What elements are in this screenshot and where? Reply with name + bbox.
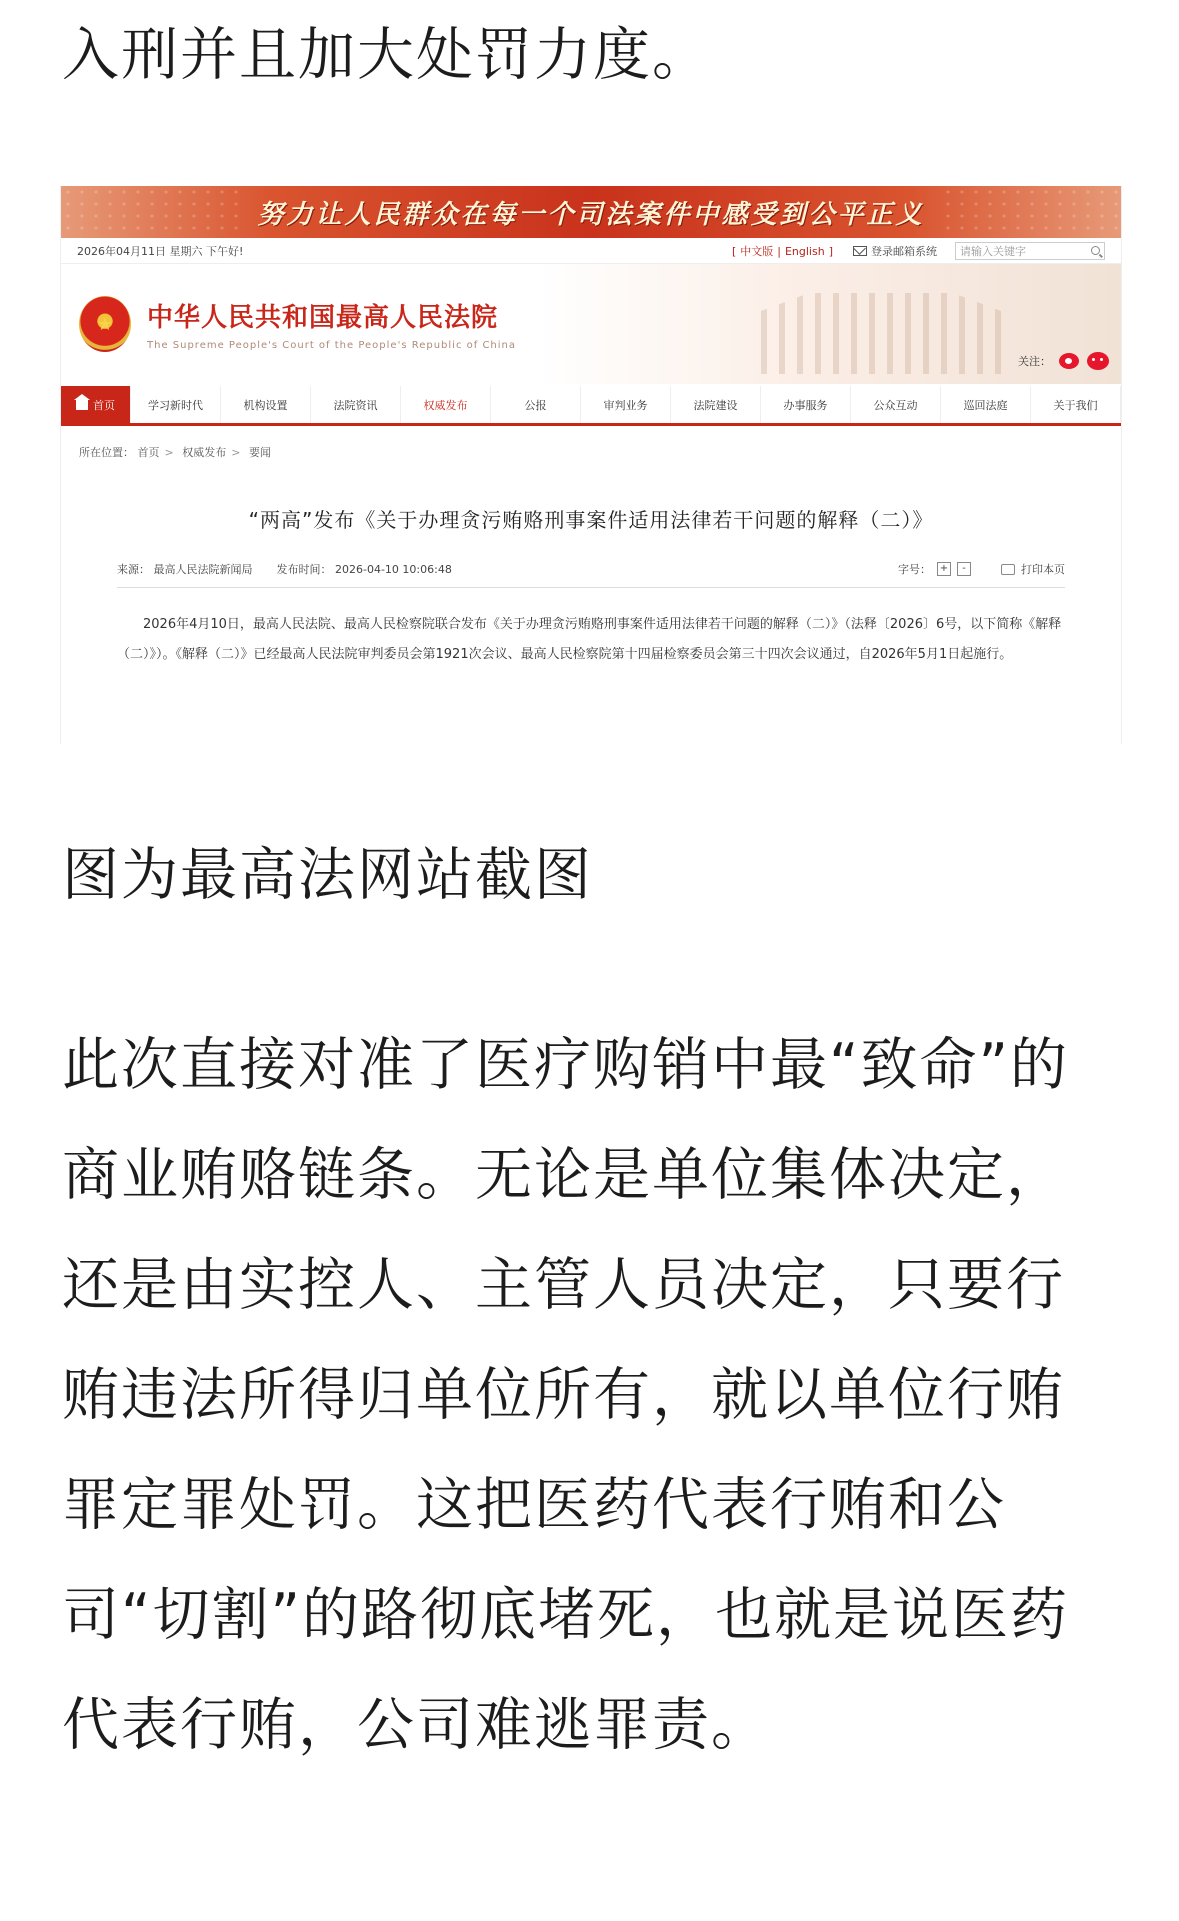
home-icon: [76, 400, 88, 410]
slogan-banner: [61, 186, 1121, 238]
nav-services[interactable]: 办事服务: [761, 386, 851, 423]
weibo-icon[interactable]: [1059, 353, 1079, 369]
nav-about[interactable]: 关于我们: [1031, 386, 1121, 423]
nav-circuit[interactable]: 巡回法庭: [941, 386, 1031, 423]
nav-gazette[interactable]: 公报: [491, 386, 581, 423]
font-size-label: 字号：: [898, 563, 931, 576]
article-source: 来源： 最高人民法院新闻局: [117, 563, 253, 576]
nav-releases[interactable]: 权威发布: [401, 386, 491, 423]
body-paragraph: 此次直接对准了医疗购销中最“致命”的商业贿赂链条。无论是单位集体决定，还是由实控人、主管人员决定，只要行贿违法所得归单位所有，就以单位行贿罪定罪处罚。这把医药代表行贿和公司“切割”的路彻底堵死，也就是说医药代表行贿，公司难逃罪责。: [62, 1032, 1070, 1758]
font-decrease-button[interactable]: -: [957, 562, 971, 576]
nav-home[interactable]: [61, 386, 131, 423]
mail-icon: [853, 246, 867, 256]
follow-label: 关注：: [1018, 355, 1051, 368]
lang-en-link[interactable]: English: [784, 244, 825, 258]
wechat-icon[interactable]: [1087, 352, 1109, 370]
site-title: [147, 297, 516, 351]
article-meta: [117, 561, 1065, 588]
print-icon: [1001, 564, 1015, 575]
current-date: 2026年04月11日 星期六 下午好!: [77, 244, 244, 258]
nav-study[interactable]: 学习新时代: [131, 386, 221, 423]
breadcrumb-home[interactable]: 首页: [137, 446, 160, 459]
mail-login-label: 登录邮箱系统: [871, 244, 937, 258]
search-icon[interactable]: [1091, 246, 1100, 255]
national-emblem-icon: ★: [79, 296, 131, 352]
breadcrumb-label: 所在位置：: [79, 446, 134, 459]
mail-login-link[interactable]: [853, 243, 937, 259]
nav-news[interactable]: 法院资讯: [311, 386, 401, 423]
lang-zh-link[interactable]: 中文版: [740, 244, 774, 258]
font-size-controls: [898, 561, 971, 577]
main-nav: [61, 386, 1121, 426]
language-switch: [ 中文版 | English ]: [731, 244, 833, 258]
article-body: 2026年4月10日，最高人民法院、最高人民检察院联合发布《关于办理贪污贿赂刑事案件适用法律若干问题的解释（二）》（法释〔2026〕6号，以下简称《解释（二）》）。《解释（二）》已经最高人民法院审判委员会第1921次会议、最高人民检察院第十四届检察委员会第三十四次会议通过，自2026年5月1日起施行。: [117, 617, 1062, 662]
site-header: [61, 264, 1121, 384]
breadcrumb: 所在位置： 首页 > 权威发布 > 要闻: [79, 446, 271, 459]
court-website-screenshot: [60, 186, 1122, 744]
site-search-input[interactable]: [955, 242, 1105, 260]
site-title-zh: 中华人民共和国最高人民法院: [147, 303, 499, 333]
nav-organization[interactable]: 机构设置: [221, 386, 311, 423]
nav-label: 首页: [93, 398, 115, 412]
print-button[interactable]: [1001, 561, 1065, 577]
search-placeholder: 请输入关键字: [960, 244, 1026, 258]
image-caption: 图为最高法网站截图: [62, 842, 593, 908]
article-published: 发布时间： 2026-04-10 10:06:48: [276, 563, 452, 576]
top-bar: [61, 238, 1121, 264]
court-building-graphic: [761, 284, 1001, 374]
font-increase-button[interactable]: +: [937, 562, 951, 576]
breadcrumb-news[interactable]: 要闻: [248, 446, 271, 459]
print-label: 打印本页: [1021, 563, 1065, 576]
intro-paragraph: 入刑并且加大处罚力度。: [62, 22, 711, 88]
article-title: “两高”发布《关于办理贪污贿赂刑事案件适用法律若干问题的解释（二）》: [248, 508, 934, 532]
follow-bar: [1018, 352, 1109, 370]
site-title-en: The Supreme People's Court of the People's Republic of China: [147, 340, 517, 351]
nav-interaction[interactable]: 公众互动: [851, 386, 941, 423]
breadcrumb-releases[interactable]: 权威发布: [182, 446, 227, 459]
nav-construction[interactable]: 法院建设: [671, 386, 761, 423]
nav-trial[interactable]: 审判业务: [581, 386, 671, 423]
banner-slogan: 努力让人民群众在每一个司法案件中感受到公平正义: [257, 199, 925, 230]
